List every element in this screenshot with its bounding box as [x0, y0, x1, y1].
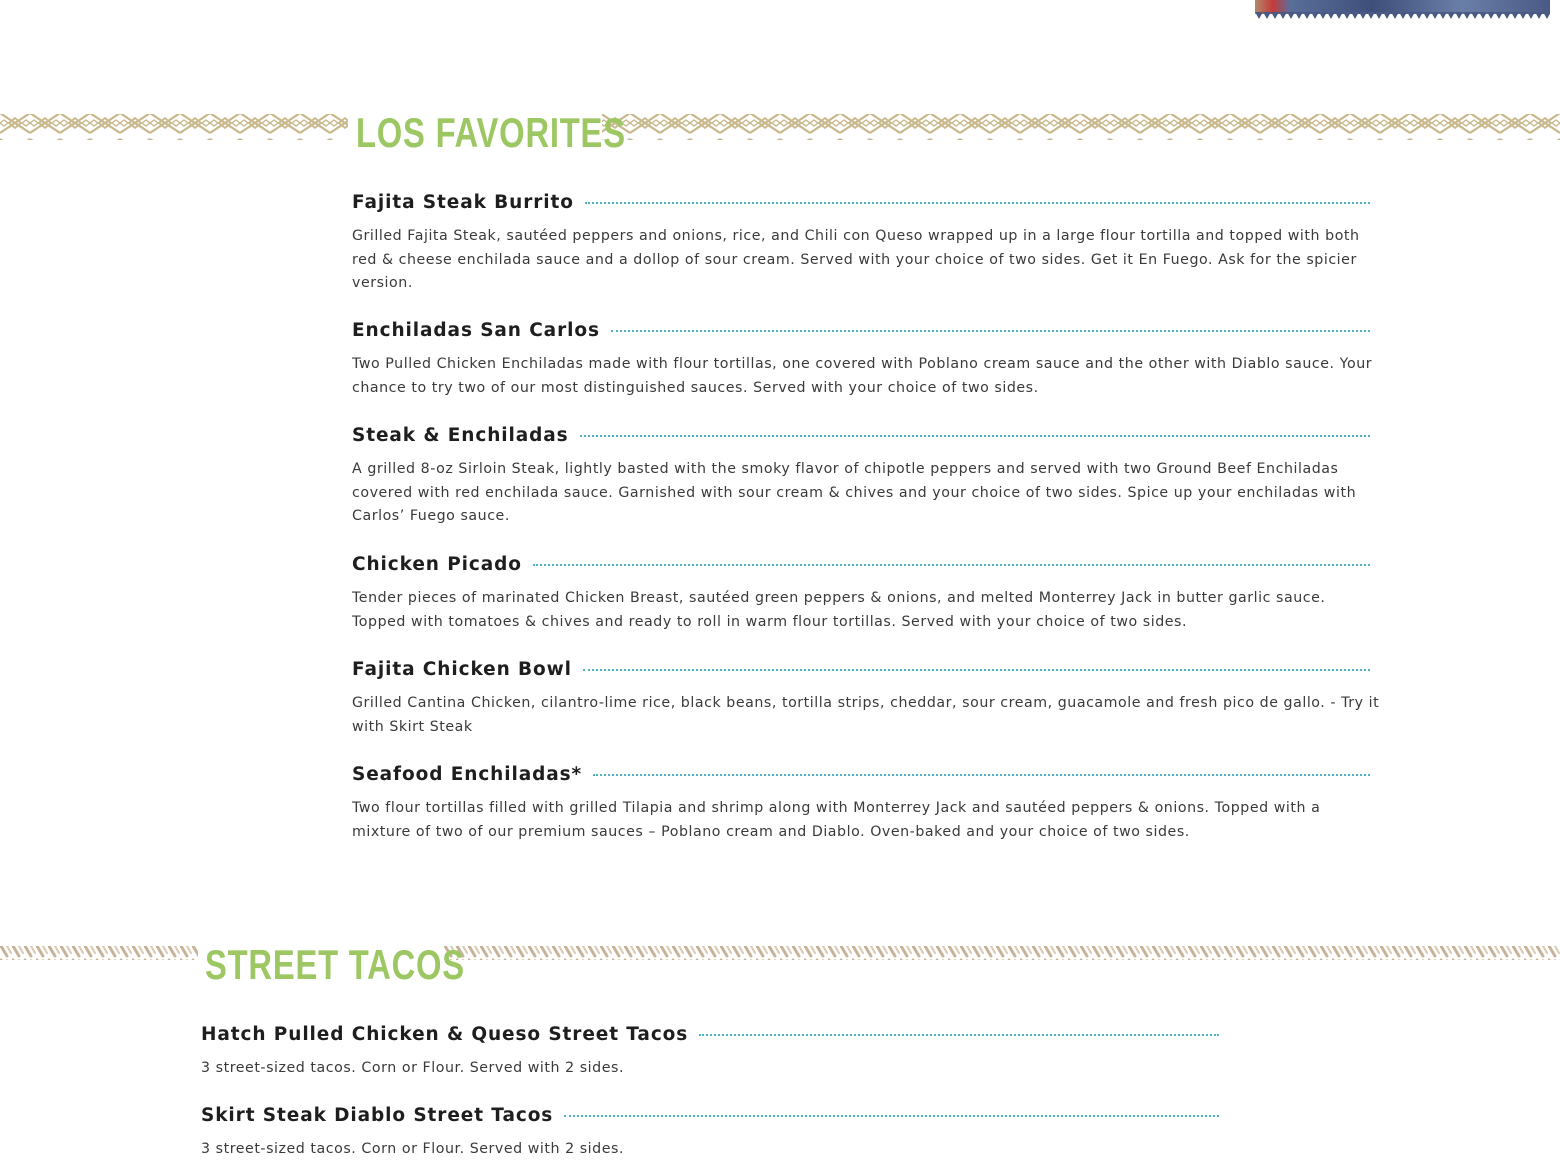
- menu-item-name: Hatch Pulled Chicken & Queso Street Tacos: [201, 1023, 689, 1045]
- menu-item-header: [201, 1019, 1219, 1049]
- section-title: STREET TACOS: [205, 941, 465, 988]
- menu-item-header: [352, 654, 1370, 684]
- dotted-leader: [593, 774, 1370, 776]
- menu-item-description: A grilled 8-oz Sirloin Steak, lightly basted with the smoky flavor of chipotle peppers and served with two Ground Beef Enchiladas covered with red enchilada sauce. Garnished with sour cream & chives and your choice of two sides. Spice up your enchiladas with Carlos’ Fuego sauce.: [352, 461, 1357, 525]
- aztec-pattern-border: [0, 110, 1560, 144]
- menu-item-description: Grilled Fajita Steak, sautéed peppers and onions, rice, and Chili con Queso wrapped up in a large flour tortilla and topped with both red & cheese enchilada sauce and a dollop of sour cream. Served with your choice of two sides. Get it En Fuego. Ask for the spicier version.: [352, 228, 1360, 292]
- header-photo-fragment: [1255, 0, 1550, 20]
- menu-item-name: Skirt Steak Diablo Street Tacos: [201, 1104, 554, 1126]
- dotted-leader: [583, 669, 1370, 671]
- menu-item: [352, 187, 1382, 315]
- menu-item: [352, 315, 1382, 420]
- zigzag-edge: [1255, 12, 1550, 20]
- menu-item-header: [352, 187, 1370, 217]
- favorites-menu-list: [352, 187, 1382, 864]
- menu-item: [201, 1019, 1231, 1100]
- menu-item-header: [201, 1100, 1219, 1130]
- menu-item-description: Two flour tortillas filled with grilled Tilapia and shrimp along with Monterrey Jack and sautéed peppers & onions. Topped with a mixture of two of our premium sauces – Poblano cream and Diablo. Oven-baked and your choice of two sides.: [352, 800, 1321, 840]
- menu-item-description: Two Pulled Chicken Enchiladas made with flour tortillas, one covered with Poblano cream sauce and the other with Diablo sauce. Your chance to try two of our most distinguished sauces. Served with your choice of two sides.: [352, 356, 1373, 396]
- menu-item: [352, 420, 1382, 549]
- menu-item-name: Enchiladas San Carlos: [352, 319, 600, 341]
- section-banner-street-tacos: [0, 940, 1560, 990]
- dotted-leader: [564, 1115, 1219, 1117]
- menu-item-description: 3 street-sized tacos. Corn or Flour. Served with 2 sides.: [201, 1141, 625, 1157]
- menu-item-name: Steak & Enchiladas: [352, 424, 569, 446]
- menu-item-name: Fajita Chicken Bowl: [352, 658, 572, 680]
- dotted-leader: [580, 435, 1370, 437]
- menu-item-header: [352, 759, 1370, 789]
- menu-item-header: [352, 315, 1370, 345]
- menu-item: [201, 1100, 1231, 1160]
- menu-item-name: Seafood Enchiladas*: [352, 763, 583, 785]
- dotted-leader: [611, 330, 1370, 332]
- menu-item-name: Fajita Steak Burrito: [352, 191, 574, 213]
- section-banner-favorites: [0, 108, 1560, 158]
- section-title: LOS FAVORITES: [356, 109, 626, 156]
- menu-item-description: Tender pieces of marinated Chicken Breast, sautéed green peppers & onions, and melted Monterrey Jack in butter garlic sauce. Topped with tomatoes & chives and ready to roll in warm flour tortillas. Served with your choice of two sides.: [352, 590, 1326, 630]
- menu-item-name: Chicken Picado: [352, 553, 522, 575]
- street-tacos-menu-list: [201, 1019, 1231, 1160]
- dotted-leader: [585, 202, 1370, 204]
- dotted-leader: [699, 1034, 1219, 1036]
- menu-item-description: 3 street-sized tacos. Corn or Flour. Served with 2 sides.: [201, 1060, 625, 1076]
- menu-item-header: [352, 420, 1370, 450]
- menu-item: [352, 654, 1382, 759]
- menu-item: [352, 549, 1382, 654]
- dotted-leader: [533, 564, 1370, 566]
- menu-item-description: Grilled Cantina Chicken, cilantro-lime rice, black beans, tortilla strips, cheddar, sour cream, guacamole and fresh pico de gallo. - Try it with Skirt Steak: [352, 695, 1380, 735]
- menu-item: [352, 759, 1382, 864]
- menu-item-header: [352, 549, 1370, 579]
